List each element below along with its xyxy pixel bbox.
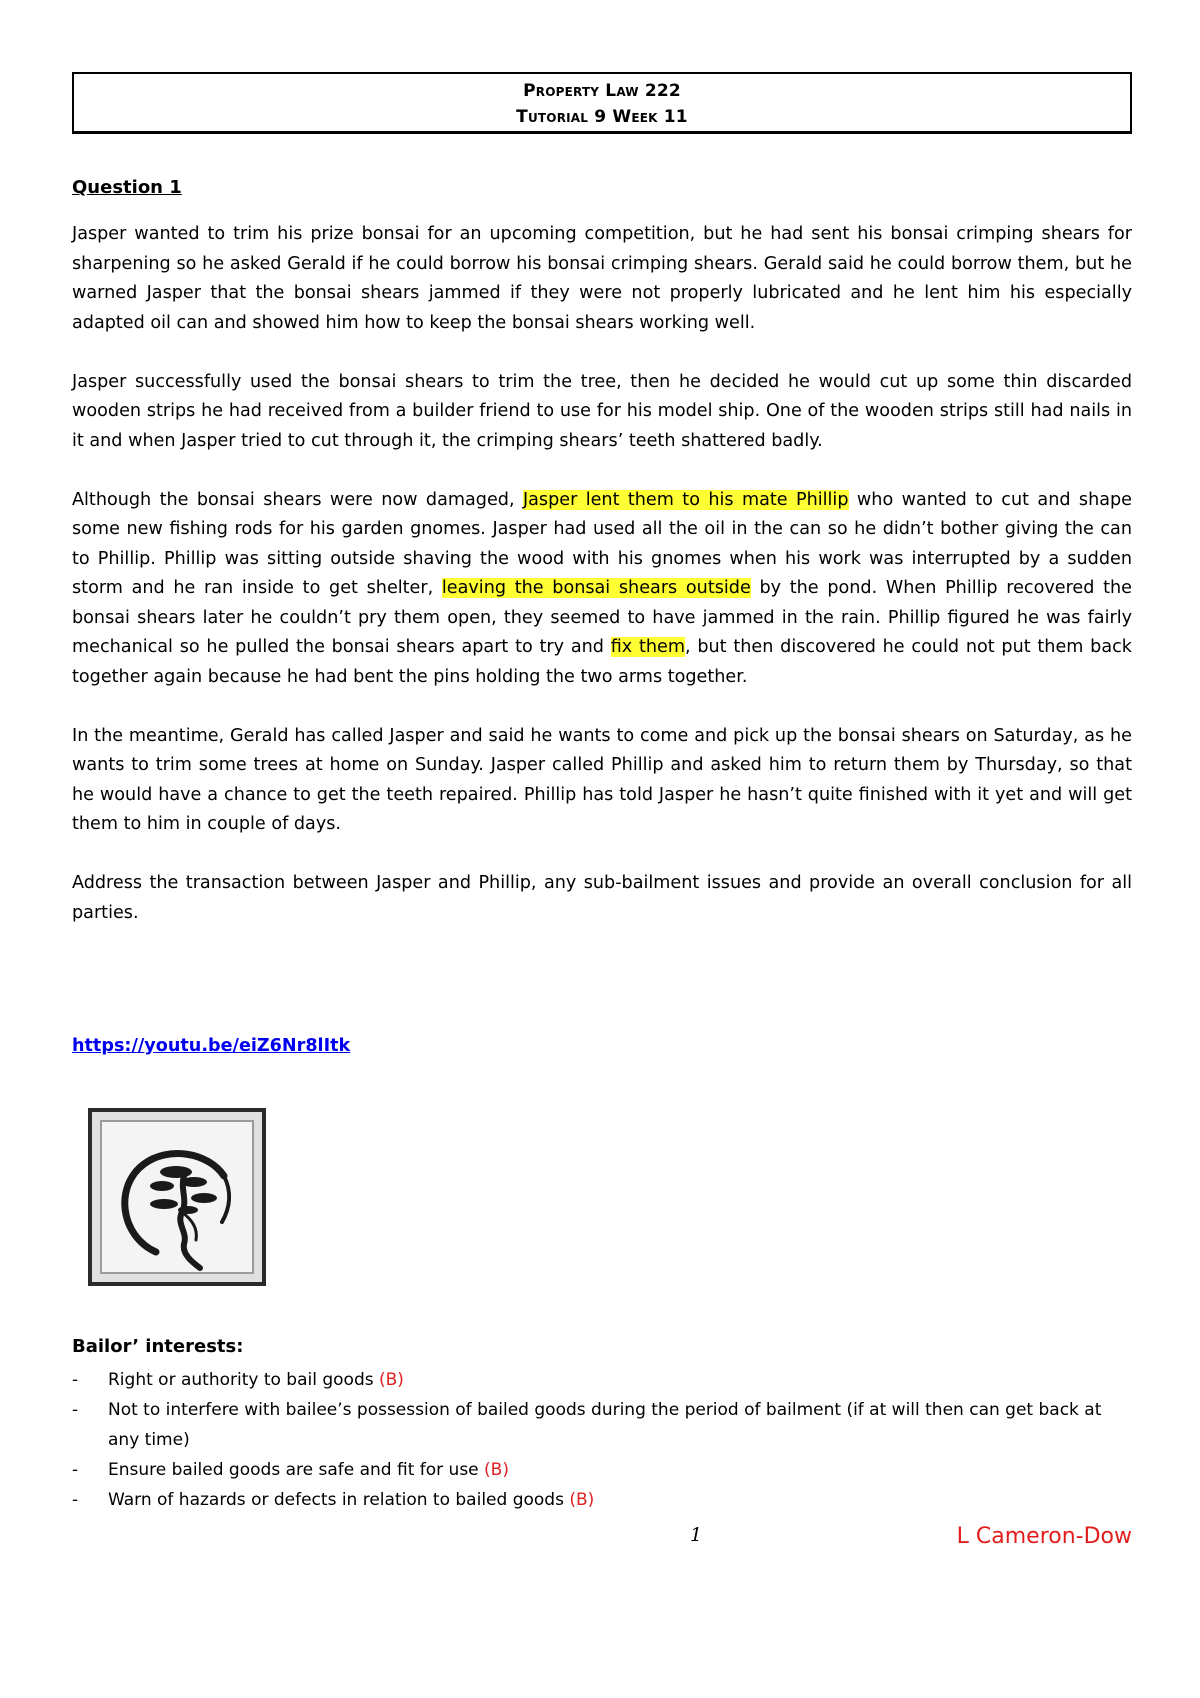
mark-b: (B) (484, 1460, 509, 1480)
paragraph-3-part-c: by the pond. When Phillip recovered the bonsai shears later he couldn’t pry them open, they seemed to have jammed in the rain. Phillip figured he was fairly mechanical so he pulled the bonsai shears apart to try and (72, 578, 1132, 657)
paragraph-4: In the meantime, Gerald has called Jasper and said he wants to come and pick up the bonsai shears on Saturday, as he wants to trim some trees at home on Sunday. Jasper called Phillip and asked him to return them by Thursday, so that he would have a chance to get the teeth repaired. Phillip has told Jasper he hasn’t quite finished with it yet and will get them to him in couple of days. (72, 725, 1132, 834)
paragraph-2: Jasper successfully used the bonsai shears to trim the tree, then he decided he would cut up some thin discarded wooden strips he had received from a builder friend to use for his model ship. One of the wooden strips still had nails in it and when Jasper tried to cut through it, the crimping shears’ teeth shattered badly. (72, 371, 1132, 451)
author-name: L Cameron-Dow (956, 1524, 1132, 1549)
highlight-lent-to-phillip: Jasper lent them to his mate Phillip (522, 489, 849, 510)
paragraph-5: Address the transaction between Jasper and Phillip, any sub-bailment issues and provide an overall conclusion for all parties. (72, 873, 1132, 923)
bonsai-logo-icon (88, 1108, 266, 1286)
interests-heading: Bailor’ interests: (72, 1336, 244, 1357)
highlight-fix-them: fix them (610, 637, 685, 657)
interests-list (72, 1365, 1132, 1515)
paragraph-3-part-b: who wanted to cut and shape some new fishing rods for his garden gnomes. Jasper had used all the oil in the can so he didn’t bother giving the can to Phillip. Phillip was sitting outside shaving the wood with his gnomes when his work was interrupted by a sudden storm and he ran inside to get shelter, (72, 489, 1133, 598)
paragraph-3 (72, 486, 1132, 693)
course-title: Property Law 222 (523, 81, 681, 101)
paragraph-3-part-a: Although the bonsai shears were now damaged, (72, 489, 523, 510)
list-item: - Right or authority to bail goods (B) (72, 1370, 404, 1390)
list-item: - Not to interfere with bailee’s possession of bailed goods during the period of bailment (if at will then can get back at any time) (72, 1400, 1102, 1450)
paragraph-1: Jasper wanted to trim his prize bonsai for an upcoming competition, but he had sent his bonsai crimping shears for sharpening so he asked Gerald if he could borrow his bonsai crimping shears. Gerald said he could borrow them, but he warned Jasper that the bonsai shears jammed if they were not properly lubricated and he lent him his especially adapted oil can and showed him how to keep the bonsai shears working well. (72, 224, 1132, 333)
list-item: - Ensure bailed goods are safe and fit for use (B) (72, 1460, 509, 1480)
page-number: 1 (690, 1524, 703, 1546)
question-body (72, 220, 1132, 928)
tutorial-title: Tutorial 9 Week 11 (516, 107, 688, 127)
mark-b: (B) (569, 1490, 595, 1510)
bailor-interests (72, 1336, 1132, 1515)
title-box (72, 72, 1132, 134)
question-heading: Question 1 (72, 177, 182, 198)
list-item: - Warn of hazards or defects in relation to bailed goods (B) (72, 1490, 595, 1510)
mark-b: (B) (379, 1370, 404, 1390)
highlight-left-outside: leaving the bonsai shears outside (441, 578, 751, 598)
video-link[interactable]: https://youtu.be/eiZ6Nr8lItk (72, 1036, 351, 1056)
paragraph-3-part-d: , but then discovered he could not put them back together again because he had bent the pins holding the two arms together. (72, 637, 1132, 687)
